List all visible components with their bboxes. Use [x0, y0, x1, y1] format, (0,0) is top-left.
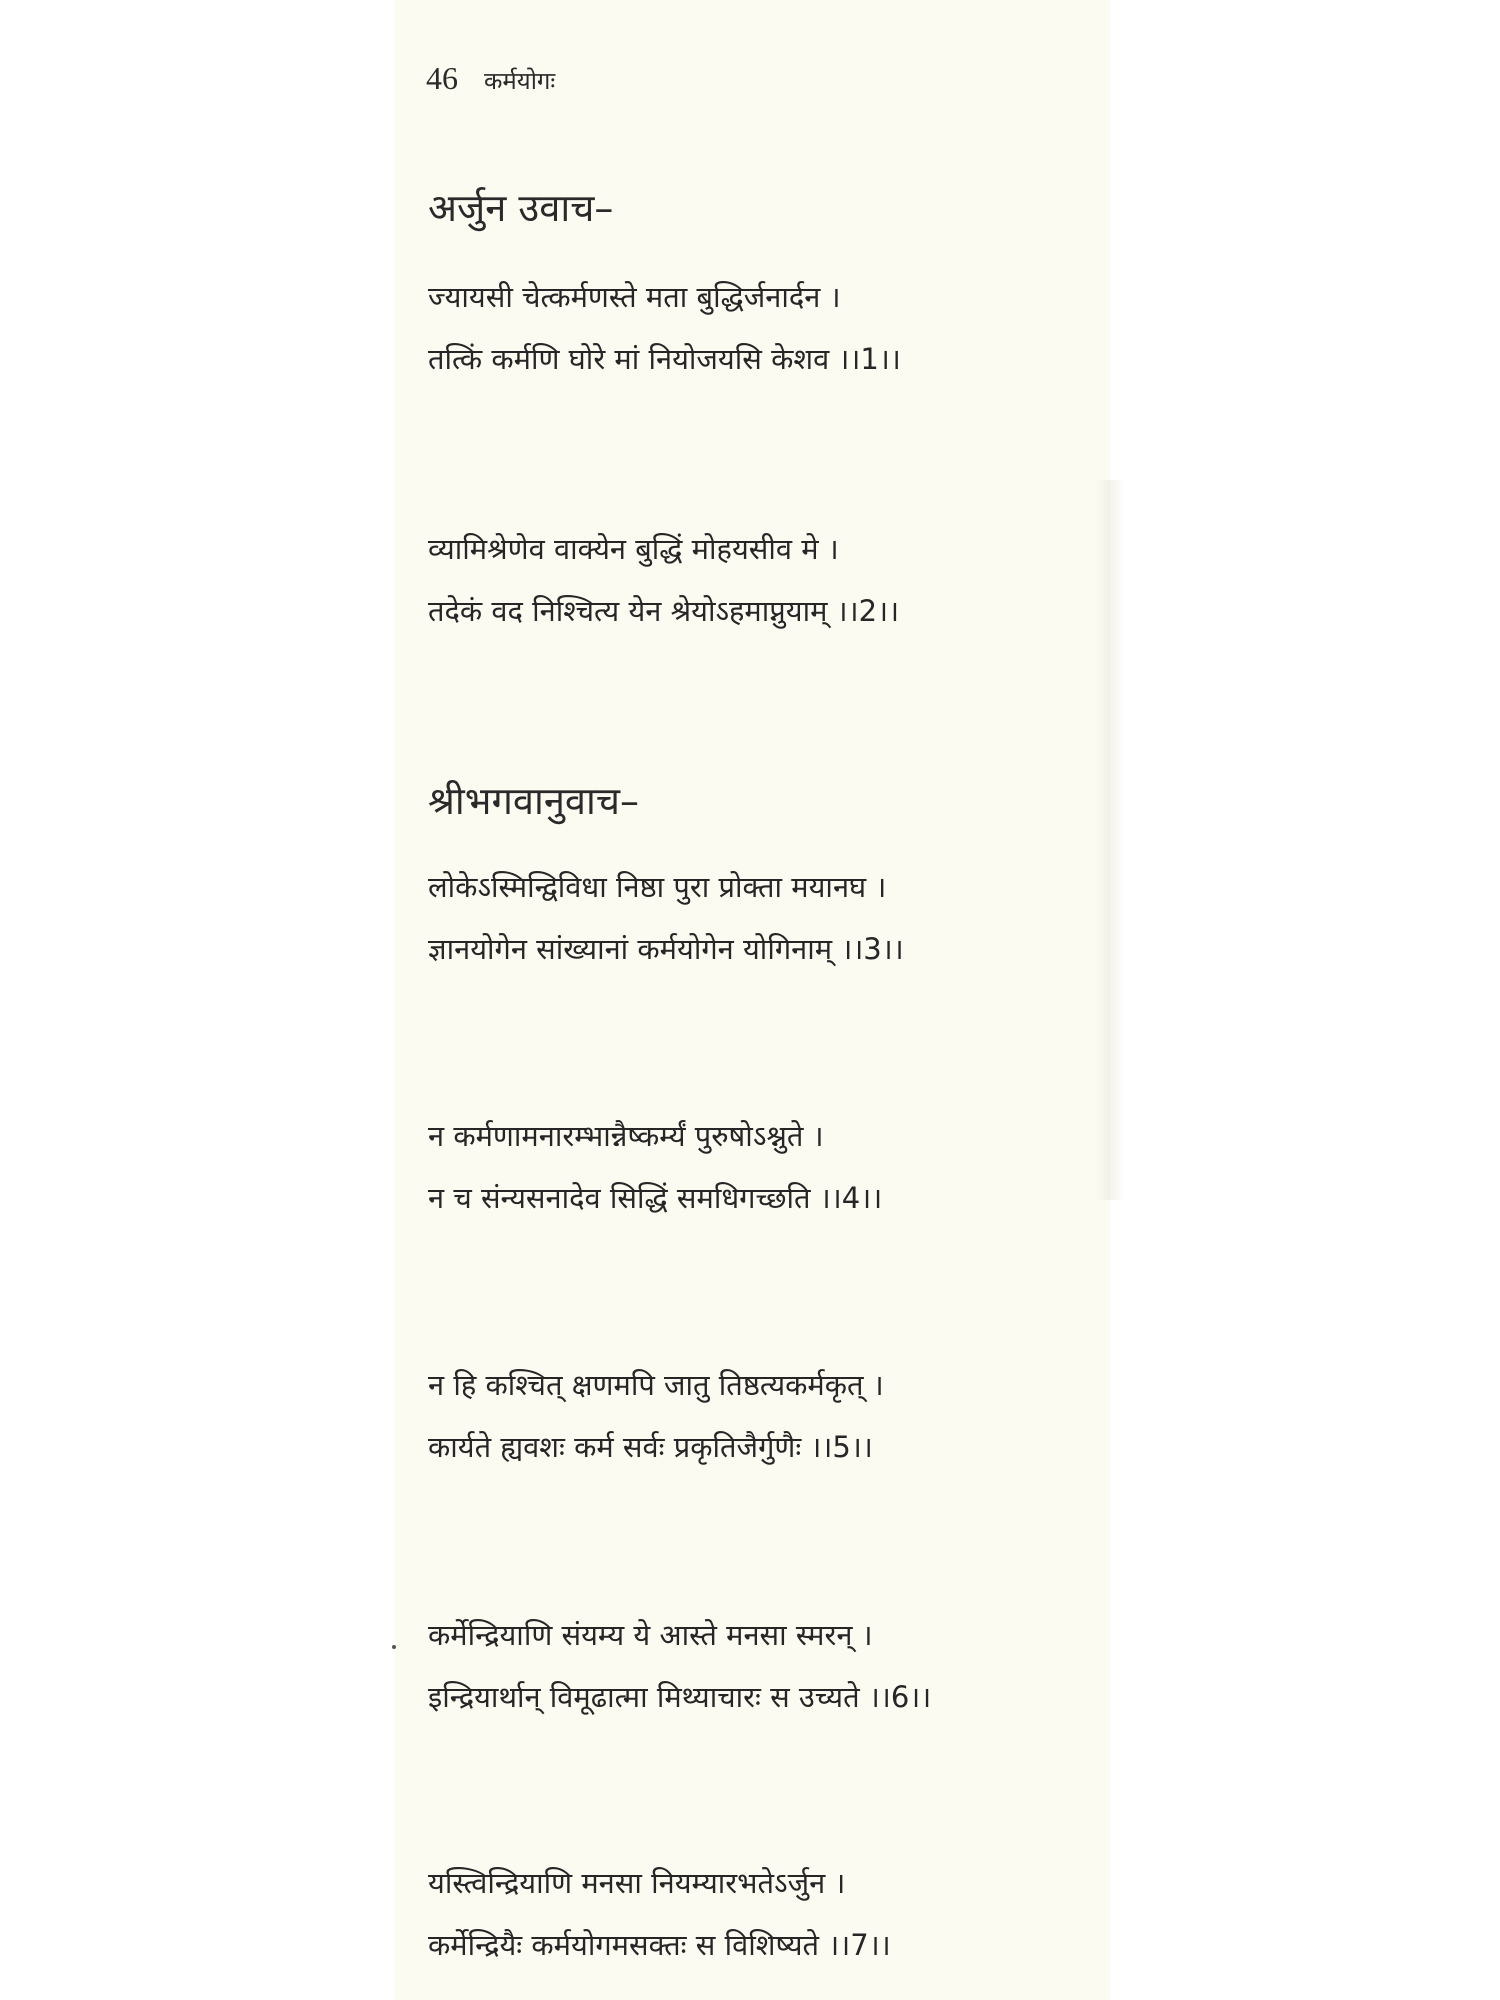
- verse-line: ज्ञानयोगेन सांख्यानां कर्मयोगेन योगिनाम् ।।3।।: [428, 932, 904, 966]
- verse-line: न च संन्यसनादेव सिद्धिं समधिगच्छति ।।4।।: [428, 1181, 883, 1215]
- running-head: [426, 60, 555, 100]
- verse-line: तत्किं कर्मणि घोरे मां नियोजयसि केशव ।।1।।: [428, 342, 901, 376]
- verse-1: [428, 266, 901, 390]
- verse-line: लोकेऽस्मिन्द्विविधा निष्ठा पुरा प्रोक्ता मयानघ ।: [428, 870, 887, 904]
- verse-7: [428, 1852, 891, 1976]
- verse-5: [428, 1354, 884, 1478]
- verse-6: [428, 1604, 931, 1728]
- verse-2: [428, 518, 899, 642]
- verse-line: न कर्मणामनारम्भान्नैष्कर्म्यं पुरुषोऽश्नुते ।: [428, 1119, 824, 1153]
- page-number: 46: [426, 60, 458, 96]
- speaker-heading-bhagavan: श्रीभगवानुवाच–: [428, 779, 640, 823]
- verse-line: कार्यते ह्यवशः कर्म सर्वः प्रकृतिजैर्गुणैः ।।5।।: [428, 1430, 873, 1464]
- verse-line: न हि कश्चित् क्षणमपि जातु तिष्ठत्यकर्मकृत् ।: [428, 1368, 884, 1402]
- verse-4: [428, 1105, 882, 1229]
- verse-3: [428, 856, 904, 980]
- verse-line: कर्मेन्द्रियैः कर्मयोगमसक्तः स विशिष्यते ।।7।।: [428, 1928, 891, 1962]
- verse-line: इन्द्रियार्थान् विमूढात्मा मिथ्याचारः स उच्यते ।।6।।: [428, 1680, 932, 1714]
- verse-line: यस्त्विन्द्रियाणि मनसा नियम्यारभतेऽर्जुन ।: [428, 1866, 846, 1900]
- verse-line: कर्मेन्द्रियाणि संयम्य ये आस्ते मनसा स्मरन् ।: [428, 1618, 873, 1652]
- book-title: कर्मयोगः: [484, 67, 556, 95]
- speaker-heading-arjuna: अर्जुन उवाच–: [428, 186, 614, 230]
- stray-ink-dot: [392, 1645, 396, 1649]
- verse-line: तदेकं वद निश्चित्य येन श्रेयोऽहमाप्नुयाम् ।।2।।: [428, 594, 900, 628]
- page-edge-shadow: [1095, 480, 1125, 1200]
- verse-line: व्यामिश्रेणेव वाक्येन बुद्धिं मोहयसीव मे ।: [428, 532, 839, 566]
- verse-line: ज्यायसी चेत्कर्मणस्ते मता बुद्धिर्जनार्दन ।: [428, 280, 841, 314]
